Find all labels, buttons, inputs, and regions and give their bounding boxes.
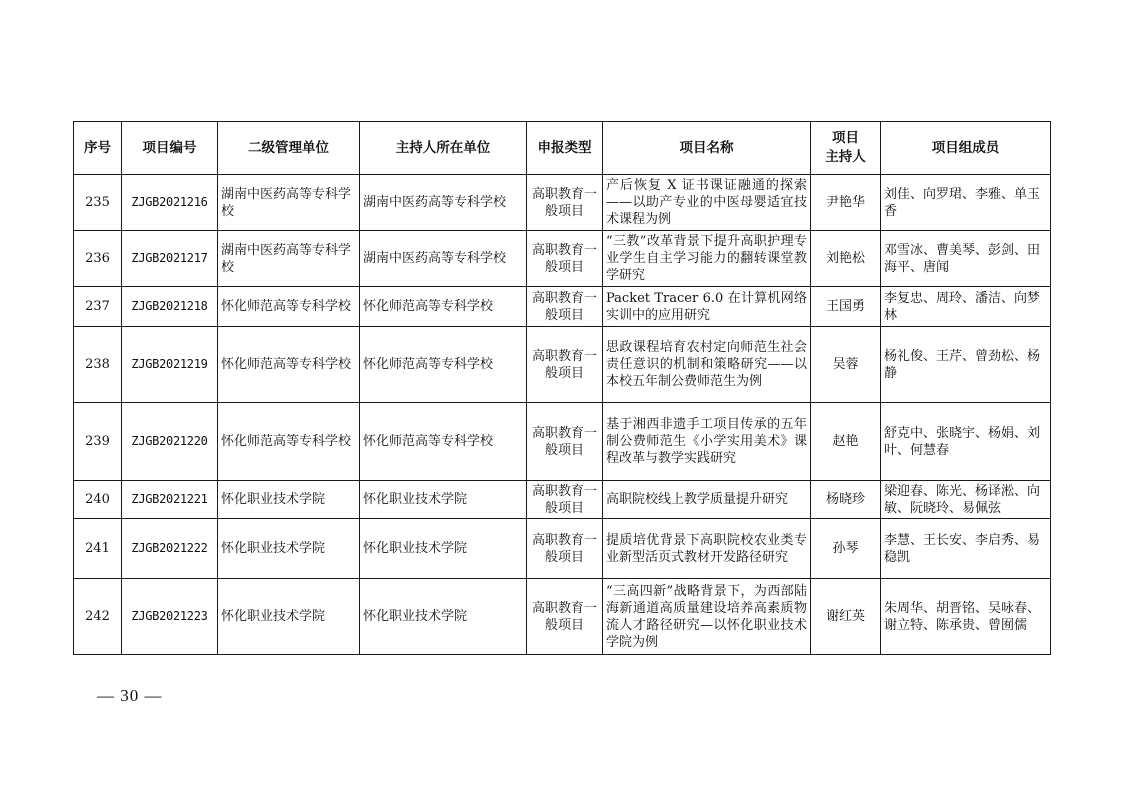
cell-type: 高职教育一般项目 <box>527 481 603 519</box>
cell-project-name: Packet Tracer 6.0 在计算机网络实训中的应用研究 <box>603 287 811 327</box>
cell-type: 高职教育一般项目 <box>527 231 603 287</box>
cell-admin-unit: 怀化职业技术学院 <box>218 519 360 579</box>
cell-host-unit: 怀化师范高等专科学校 <box>360 403 527 481</box>
cell-seq: 240 <box>74 481 122 519</box>
cell-seq: 238 <box>74 327 122 403</box>
header-seq: 序号 <box>74 122 122 175</box>
cell-code: ZJGB2021220 <box>122 403 218 481</box>
cell-host: 尹艳华 <box>811 175 881 231</box>
cell-members: 杨礼俊、王芹、曾劲松、杨静 <box>881 327 1051 403</box>
cell-project-name: 高职院校线上教学质量提升研究 <box>603 481 811 519</box>
table-row <box>74 175 1051 231</box>
cell-host-unit: 湖南中医药高等专科学校 <box>360 231 527 287</box>
header-code: 项目编号 <box>122 122 218 175</box>
cell-admin-unit: 怀化师范高等专科学校 <box>218 287 360 327</box>
cell-seq: 237 <box>74 287 122 327</box>
table-row <box>74 403 1051 481</box>
cell-host: 赵艳 <box>811 403 881 481</box>
cell-members: 李慧、王长安、李启秀、易稳凯 <box>881 519 1051 579</box>
cell-project-name: 产后恢复 X 证书课证融通的探索——以助产专业的中医母婴适宜技术课程为例 <box>603 175 811 231</box>
cell-members: 梁迎春、陈光、杨译淞、向敏、阮晓玲、易佩弦 <box>881 481 1051 519</box>
table-header-row <box>74 122 1051 175</box>
cell-type: 高职教育一般项目 <box>527 579 603 655</box>
cell-members: 邓雪冰、曹美琴、彭剑、田海平、唐闻 <box>881 231 1051 287</box>
table-row <box>74 519 1051 579</box>
cell-host-unit: 怀化职业技术学院 <box>360 481 527 519</box>
cell-code: ZJGB2021219 <box>122 327 218 403</box>
header-host: 项目 主持人 <box>811 122 881 175</box>
cell-members: 李复忠、周玲、潘洁、向梦林 <box>881 287 1051 327</box>
table-row <box>74 231 1051 287</box>
table-row <box>74 327 1051 403</box>
cell-host: 吴蓉 <box>811 327 881 403</box>
cell-host-unit: 怀化职业技术学院 <box>360 579 527 655</box>
table-row <box>74 579 1051 655</box>
header-host-unit: 主持人所在单位 <box>360 122 527 175</box>
cell-admin-unit: 湖南中医药高等专科学校 <box>218 231 360 287</box>
cell-seq: 235 <box>74 175 122 231</box>
cell-type: 高职教育一般项目 <box>527 519 603 579</box>
table-row <box>74 287 1051 327</box>
cell-project-name: “三教”改革背景下提升高职护理专业学生自主学习能力的翻转课堂教学研究 <box>603 231 811 287</box>
cell-admin-unit: 湖南中医药高等专科学校 <box>218 175 360 231</box>
cell-host: 谢红英 <box>811 579 881 655</box>
cell-host: 刘艳松 <box>811 231 881 287</box>
header-name: 项目名称 <box>603 122 811 175</box>
cell-type: 高职教育一般项目 <box>527 403 603 481</box>
cell-project-name: 提质培优背景下高职院校农业类专业新型活页式教材开发路径研究 <box>603 519 811 579</box>
cell-seq: 239 <box>74 403 122 481</box>
cell-type: 高职教育一般项目 <box>527 287 603 327</box>
cell-members: 舒克中、张晓宇、杨娟、刘叶、何慧春 <box>881 403 1051 481</box>
cell-admin-unit: 怀化职业技术学院 <box>218 481 360 519</box>
cell-type: 高职教育一般项目 <box>527 327 603 403</box>
header-type: 申报类型 <box>527 122 603 175</box>
cell-project-name: 思政课程培育农村定向师范生社会责任意识的机制和策略研究——以本校五年制公费师范生为例 <box>603 327 811 403</box>
cell-type: 高职教育一般项目 <box>527 175 603 231</box>
cell-admin-unit: 怀化职业技术学院 <box>218 579 360 655</box>
table-row <box>74 481 1051 519</box>
cell-host-unit: 怀化职业技术学院 <box>360 519 527 579</box>
cell-project-name: 基于湘西非遗手工项目传承的五年制公费师范生《小学实用美术》课程改革与教学实践研究 <box>603 403 811 481</box>
cell-seq: 241 <box>74 519 122 579</box>
cell-code: ZJGB2021223 <box>122 579 218 655</box>
cell-seq: 242 <box>74 579 122 655</box>
cell-members: 刘佳、向罗珺、李雅、单玉香 <box>881 175 1051 231</box>
header-members: 项目组成员 <box>881 122 1051 175</box>
cell-host: 孙琴 <box>811 519 881 579</box>
cell-members: 朱周华、胡晋铭、吴咏春、谢立特、陈承贵、曾囿儒 <box>881 579 1051 655</box>
cell-seq: 236 <box>74 231 122 287</box>
cell-host-unit: 湖南中医药高等专科学校 <box>360 175 527 231</box>
cell-code: ZJGB2021216 <box>122 175 218 231</box>
cell-host: 杨晓珍 <box>811 481 881 519</box>
cell-admin-unit: 怀化师范高等专科学校 <box>218 327 360 403</box>
cell-host-unit: 怀化师范高等专科学校 <box>360 287 527 327</box>
page-number: — 30 — <box>97 686 163 705</box>
header-admin-unit: 二级管理单位 <box>218 122 360 175</box>
cell-code: ZJGB2021218 <box>122 287 218 327</box>
cell-code: ZJGB2021222 <box>122 519 218 579</box>
project-table <box>73 121 1051 655</box>
cell-code: ZJGB2021221 <box>122 481 218 519</box>
cell-project-name: “三高四新”战略背景下，为西部陆海新通道高质量建设培养高素质物 流人才路径研究—以怀化职业技术学院为例 <box>603 579 811 655</box>
cell-code: ZJGB2021217 <box>122 231 218 287</box>
cell-host-unit: 怀化师范高等专科学校 <box>360 327 527 403</box>
cell-host: 王国勇 <box>811 287 881 327</box>
cell-admin-unit: 怀化师范高等专科学校 <box>218 403 360 481</box>
